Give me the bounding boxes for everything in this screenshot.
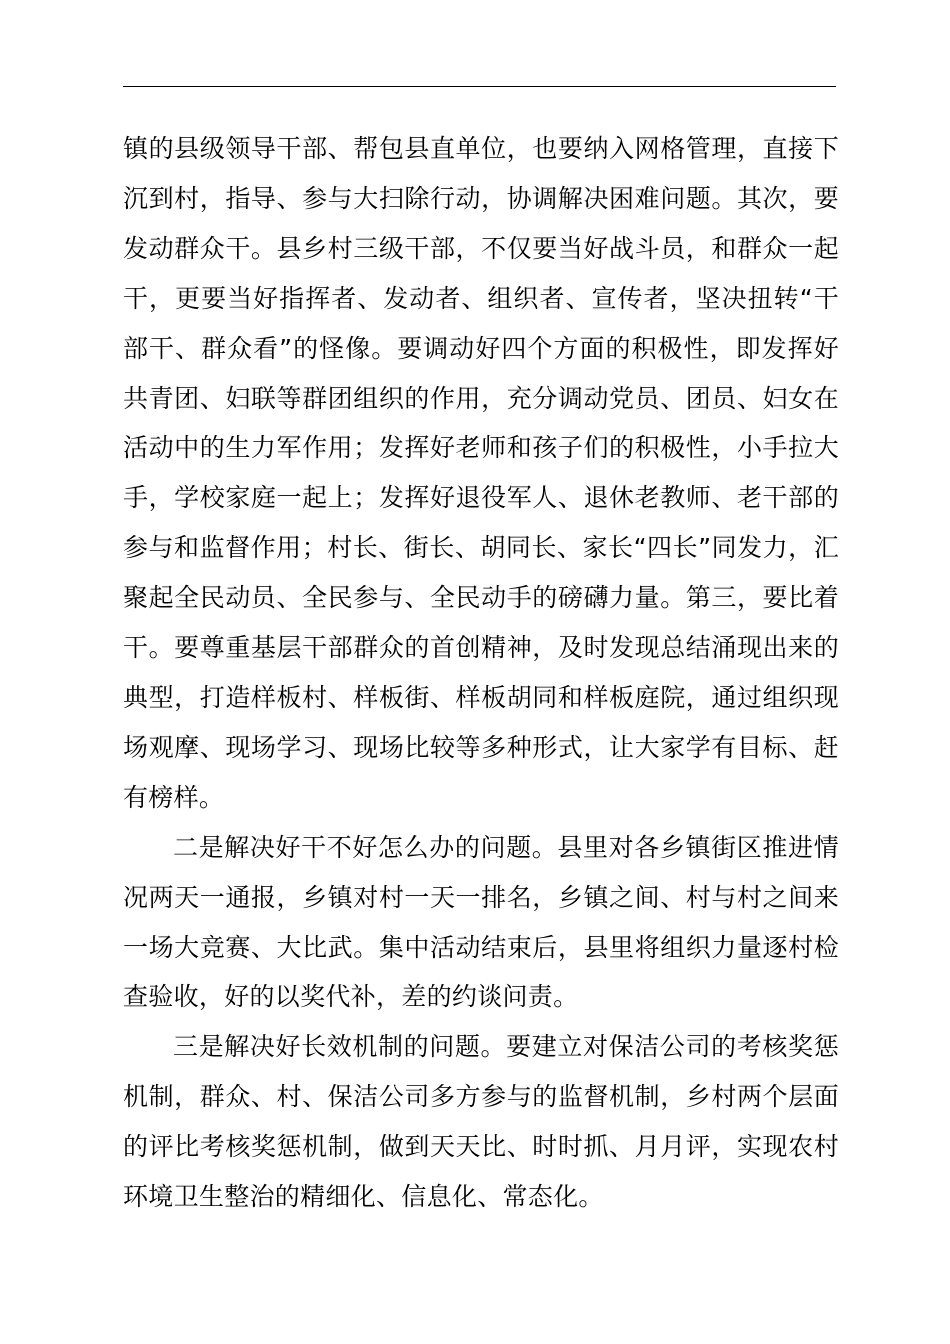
paragraph-third-point: 三是解决好长效机制的问题。要建立对保洁公司的考核奖惩机制，群众、村、保洁公司多方参与的监督机制，乡村两个层面的评比考核奖惩机制，做到天天比、时时抓、月月评，实现农村环境卫生整治的精细化、信息化、常态化。	[123, 1032, 839, 1212]
header-rule	[123, 86, 836, 87]
document-body	[123, 124, 839, 1222]
paragraph-continuation: 镇的县级领导干部、帮包县直单位，也要纳入网格管理，直接下沉到村，指导、参与大扫除行动，协调解决困难问题。其次，要发动群众干。县乡村三级干部，不仅要当好战斗员，和群众一起干，更要当好指挥者、发动者、组织者、宣传者，坚决扭转“干部干、群众看”的怪像。要调动好四个方面的积极性，即发挥好共青团、妇联等群团组织的作用，充分调动党员、团员、妇女在活动中的生力军作用；发挥好老师和孩子们的积极性，小手拉大手，学校家庭一起上；发挥好退役军人、退休老教师、老干部的参与和监督作用；村长、街长、胡同长、家长“四长”同发力，汇聚起全民动员、全民参与、全民动手的磅礴力量。第三，要比着干。要尊重基层干部群众的首创精神，及时发现总结涌现出来的典型，打造样板村、样板街、样板胡同和样板庭院，通过组织现场观摩、现场学习、现场比较等多种形式，让大家学有目标、赶有榜样。	[123, 134, 839, 812]
paragraph-second-point: 二是解决好干不好怎么办的问题。县里对各乡镇街区推进情况两天一通报，乡镇对村一天一排名，乡镇之间、村与村之间来一场大竞赛、大比武。集中活动结束后，县里将组织力量逐村检查验收，好的以奖代补，差的约谈问责。	[123, 832, 839, 1012]
